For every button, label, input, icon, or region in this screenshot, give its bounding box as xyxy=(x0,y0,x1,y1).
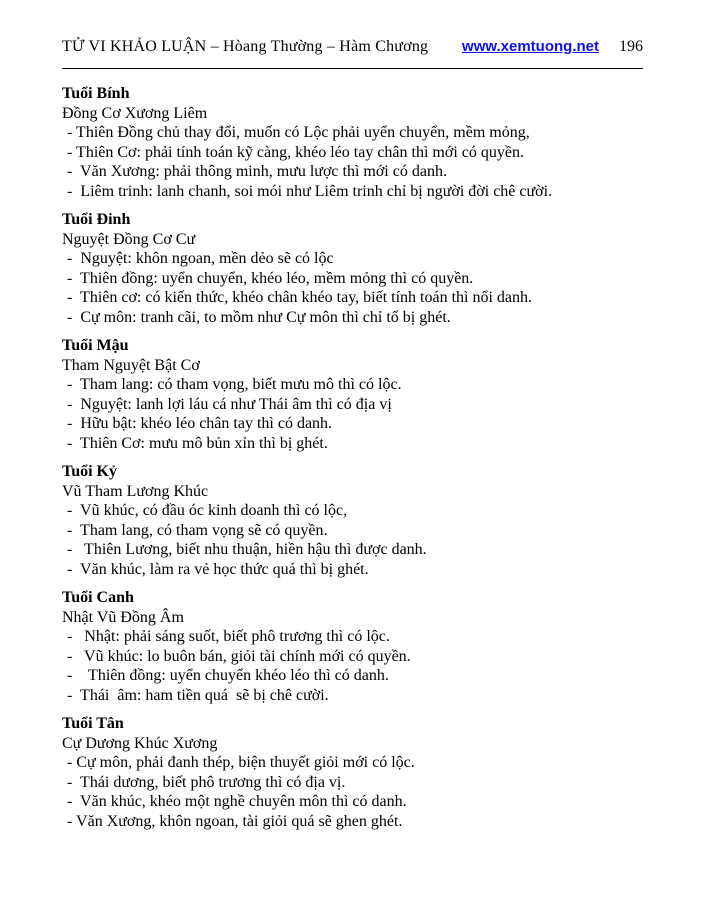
bullet-line: - Nguyệt: khôn ngoan, mền dẻo sẽ có lộc xyxy=(67,250,334,267)
bullet-line: - Thiên đồng: uyển chuyển, khéo léo, mềm mỏng thì có quyền. xyxy=(67,269,474,287)
section-subtitle: Nhật Vũ Đồng Âm xyxy=(62,608,184,626)
page-number: 196 xyxy=(619,38,643,55)
section-tuoi-mau xyxy=(62,336,643,453)
section-tuoi-ky xyxy=(62,462,643,579)
bullet-line: - Tham lang: có tham vọng, biết mưu mô thì có lộc. xyxy=(67,376,402,393)
bullet-line: - Liêm trinh: lanh chanh, soi mói như Liêm trinh chỉ bị người đời chê cười. xyxy=(67,182,553,200)
section-subtitle: Đồng Cơ Xương Liêm xyxy=(62,104,208,122)
bullet-line: - Vũ khúc, có đầu óc kinh doanh thì có lộc, xyxy=(67,502,348,519)
bullet-line: - Văn khúc, làm ra vẻ học thức quá thì bị ghét. xyxy=(67,560,369,578)
bullet-line: - Nguyệt: lanh lợi láu cá như Thái âm thì có địa vị xyxy=(67,395,392,413)
bullet-line: - Văn khúc, khéo một nghề chuyên môn thì có danh. xyxy=(67,793,407,810)
page-header xyxy=(62,38,643,56)
header-right-group xyxy=(462,38,643,56)
bullet-line: - Thiên Lương, biết nhu thuận, hiền hậu thì được danh. xyxy=(67,541,427,558)
bullet-line: - Vũ khúc: lo buôn bán, giỏi tài chính mới có quyền. xyxy=(67,647,411,665)
section-subtitle: Tham Nguyệt Bật Cơ xyxy=(62,356,200,374)
bullet-line: - Nhật: phải sáng suốt, biết phô trương thì có lộc. xyxy=(67,628,390,645)
bullet-line: - Thiên đồng: uyển chuyển khéo léo thì có danh. xyxy=(67,667,389,684)
bullet-line: - Cự môn, phải đanh thép, biện thuyết giỏi mới có lộc. xyxy=(67,754,415,771)
section-title: Tuổi Canh xyxy=(62,589,134,606)
bullet-line: - Thái dương, biết phô trương thì có địa vị. xyxy=(67,773,346,791)
bullet-line: - Văn Xương, khôn ngoan, tài giỏi quá sẽ ghen ghét. xyxy=(67,812,403,830)
website-link[interactable]: www.xemtuong.net xyxy=(462,38,599,55)
bullet-line: - Thái âm: ham tiền quá sẽ bị chê cười. xyxy=(67,686,329,704)
section-title: Tuổi Mậu xyxy=(62,337,129,354)
bullet-line: - Thiên Cơ: phải tính toán kỹ càng, khéo léo tay chân thì mới có quyền. xyxy=(67,143,524,161)
bullet-line: - Cự môn: tranh cãi, to mồm như Cự môn thì chỉ tổ bị ghét. xyxy=(67,308,451,326)
bullet-line: - Hữu bật: khéo léo chân tay thì có danh. xyxy=(67,415,333,432)
section-tuoi-binh xyxy=(62,84,643,201)
section-subtitle: Cự Dương Khúc Xương xyxy=(62,734,218,752)
document-title: TỬ VI KHẢO LUẬN – Hòang Thường – Hàm Chương xyxy=(62,38,429,55)
bullet-line: - Thiên Cơ: mưu mô bủn xỉn thì bị ghét. xyxy=(67,434,328,452)
section-title: Tuổi Đinh xyxy=(62,211,131,228)
bullet-line: - Thiên Đồng chủ thay đổi, muốn có Lộc phải uyển chuyển, mềm mỏng, xyxy=(67,124,530,141)
bullet-line: - Tham lang, có tham vọng sẽ có quyền. xyxy=(67,521,328,539)
header-divider xyxy=(62,68,643,69)
section-title: Tuổi Tân xyxy=(62,715,124,732)
section-subtitle: Vũ Tham Lương Khúc xyxy=(62,482,209,500)
bullet-line: - Văn Xương: phải thông minh, mưu lược thì mới có danh. xyxy=(67,163,447,180)
section-title: Tuổi Bính xyxy=(62,85,130,102)
section-tuoi-tan xyxy=(62,714,643,831)
section-tuoi-canh xyxy=(62,588,643,705)
bullet-line: - Thiên cơ: có kiến thức, khéo chân khéo tay, biết tính toán thì nổi danh. xyxy=(67,289,533,306)
section-tuoi-dinh xyxy=(62,210,643,327)
section-subtitle: Nguyệt Đồng Cơ Cư xyxy=(62,230,196,248)
section-title: Tuổi Kỷ xyxy=(62,463,117,480)
